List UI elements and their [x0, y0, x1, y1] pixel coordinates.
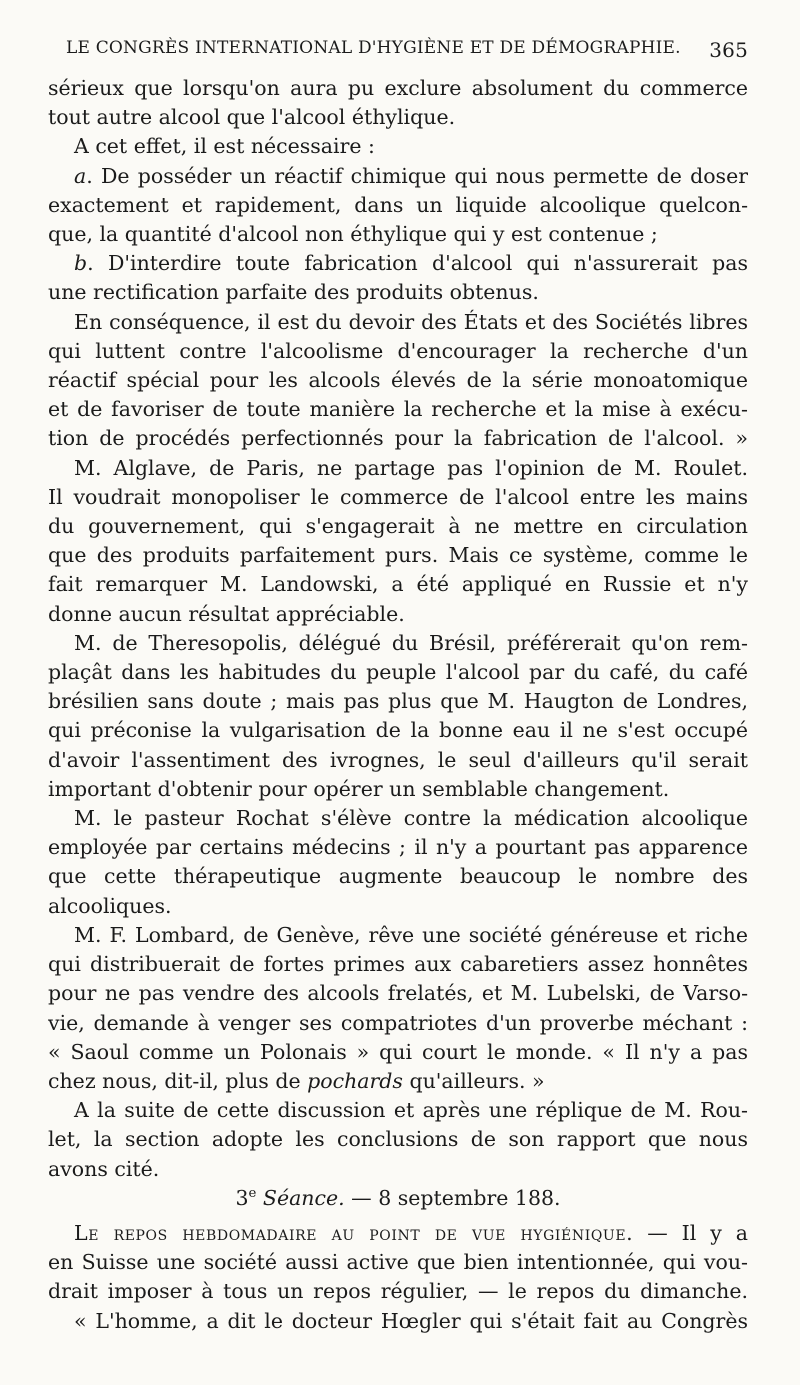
session-date: — 8 septembre 188.	[351, 1185, 561, 1210]
text-line: b. D'interdire toute fabrication d'alcool qui n'assurerait pas	[74, 251, 748, 276]
text-line: plaçât dans les habitudes du peuple l'alcool par du café, du café	[48, 660, 748, 685]
text-line: M. F. Lombard, de Genève, rêve une société généreuse et riche	[74, 922, 748, 947]
text-line: qui préconise la vulgarisation de la bonne eau il ne s'est occupé	[48, 718, 748, 743]
text-line: alcooliques.	[48, 893, 172, 918]
running-head	[66, 38, 748, 62]
text-line: A la suite de cette discussion et après une réplique de M. Rou-	[74, 1098, 748, 1123]
text-line: « L'homme, a dit le docteur Hœgler qui s'était fait au Congrès	[74, 1308, 748, 1333]
text-line: donne aucun résultat appréciable.	[48, 601, 405, 626]
emphasis: pochards	[307, 1068, 403, 1093]
text-line: d'avoir l'assentiment des ivrognes, le seul d'ailleurs qu'il serait	[48, 747, 748, 772]
text-line: qui distribuerait de fortes primes aux cabaretiers assez honnêtes	[48, 952, 748, 977]
text-line: avons cité.	[48, 1156, 160, 1181]
text-line: que cette thérapeutique augmente beaucoup le nombre des	[48, 864, 748, 889]
text-line: que des produits parfaitement purs. Mais ce système, comme le	[48, 543, 748, 568]
session-number: 3	[235, 1185, 249, 1210]
section-title-tail: — Il y a	[633, 1220, 748, 1245]
text-line: important d'obtenir pour opérer un semblable changement.	[48, 776, 670, 801]
text-line: que, la quantité d'alcool non éthylique qui y est contenue ;	[48, 222, 658, 247]
text-line: qui luttent contre l'alcoolisme d'encourager la recherche d'un	[48, 338, 748, 363]
text-line: pour ne pas vendre des alcools frelatés, et M. Lubelski, de Varso-	[48, 981, 748, 1006]
text-line: vie, demande à venger ses compatriotes d'un proverbe méchant :	[48, 1010, 748, 1035]
text-line: « Saoul comme un Polonais » qui court le monde. « Il n'y a pas	[48, 1039, 748, 1064]
text-line: brésilien sans doute ; mais pas plus que M. Haugton de Londres,	[48, 689, 748, 714]
list-marker: a	[74, 163, 87, 188]
section-title: Le repos hebdomadaire au point de vue hygiénique.	[74, 1220, 634, 1245]
running-title: LE CONGRÈS INTERNATIONAL D'HYGIÈNE ET DE DÉMOGRAPHIE.	[66, 38, 681, 58]
text-line: fait remarquer M. Landowski, a été appliqué en Russie et n'y	[48, 572, 748, 597]
section-heading	[48, 1184, 748, 1213]
text-line: tout autre alcool que l'alcool éthylique.	[48, 105, 456, 130]
text-line: employée par certains médecins ; il n'y a pourtant pas apparence	[48, 835, 748, 860]
body-text	[48, 74, 748, 1336]
page-number: 365	[709, 38, 748, 62]
text-line	[48, 1219, 748, 1248]
text-line: sérieux que lorsqu'on aura pu exclure absolument du commerce	[48, 76, 748, 100]
text-line: en Suisse une société aussi active que bien intentionnée, qui vou-	[48, 1250, 748, 1275]
text-line: tion de procédés perfectionnés pour la fabrication de l'alcool. »	[48, 426, 748, 451]
text-line: En conséquence, il est du devoir des États et des Sociétés libres	[74, 309, 748, 334]
text-line: M. le pasteur Rochat s'élève contre la médication alcoolique	[74, 806, 748, 831]
text-line: a. De posséder un réactif chimique qui nous permette de doser	[74, 163, 748, 188]
text-block-discussion	[48, 74, 748, 1184]
text-line: M. Alglave, de Paris, ne partage pas l'opinion de M. Roulet.	[74, 455, 748, 480]
text-line: une rectification parfaite des produits obtenus.	[48, 280, 539, 305]
text-line: réactif spécial pour les alcools élevés de la série monoatomique	[48, 368, 748, 393]
text-line: Il voudrait monopoliser le commerce de l'alcool entre les mains	[48, 484, 748, 509]
text-line: A cet effet, il est nécessaire :	[74, 134, 375, 159]
text-line: du gouvernement, qui s'engagerait à ne mettre en circulation	[48, 514, 748, 539]
session-ordinal: e	[248, 1185, 257, 1201]
text-line: et de favoriser de toute manière la recherche et la mise à exécu-	[48, 397, 748, 422]
text-line: M. de Theresopolis, délégué du Brésil, préférerait qu'on rem-	[74, 630, 748, 655]
text-line: chez nous, dit-il, plus de pochards qu'ailleurs. »	[48, 1068, 545, 1093]
text-line: exactement et rapidement, dans un liquide alcoolique quelcon-	[48, 192, 748, 217]
session-label: Séance.	[262, 1185, 345, 1210]
text-line: let, la section adopte les conclusions de son rapport que nous	[48, 1127, 748, 1152]
text-line: drait imposer à tous un repos régulier, — le repos du dimanche.	[48, 1279, 748, 1304]
list-marker: b	[74, 251, 88, 276]
text-block-rest	[48, 1219, 748, 1336]
